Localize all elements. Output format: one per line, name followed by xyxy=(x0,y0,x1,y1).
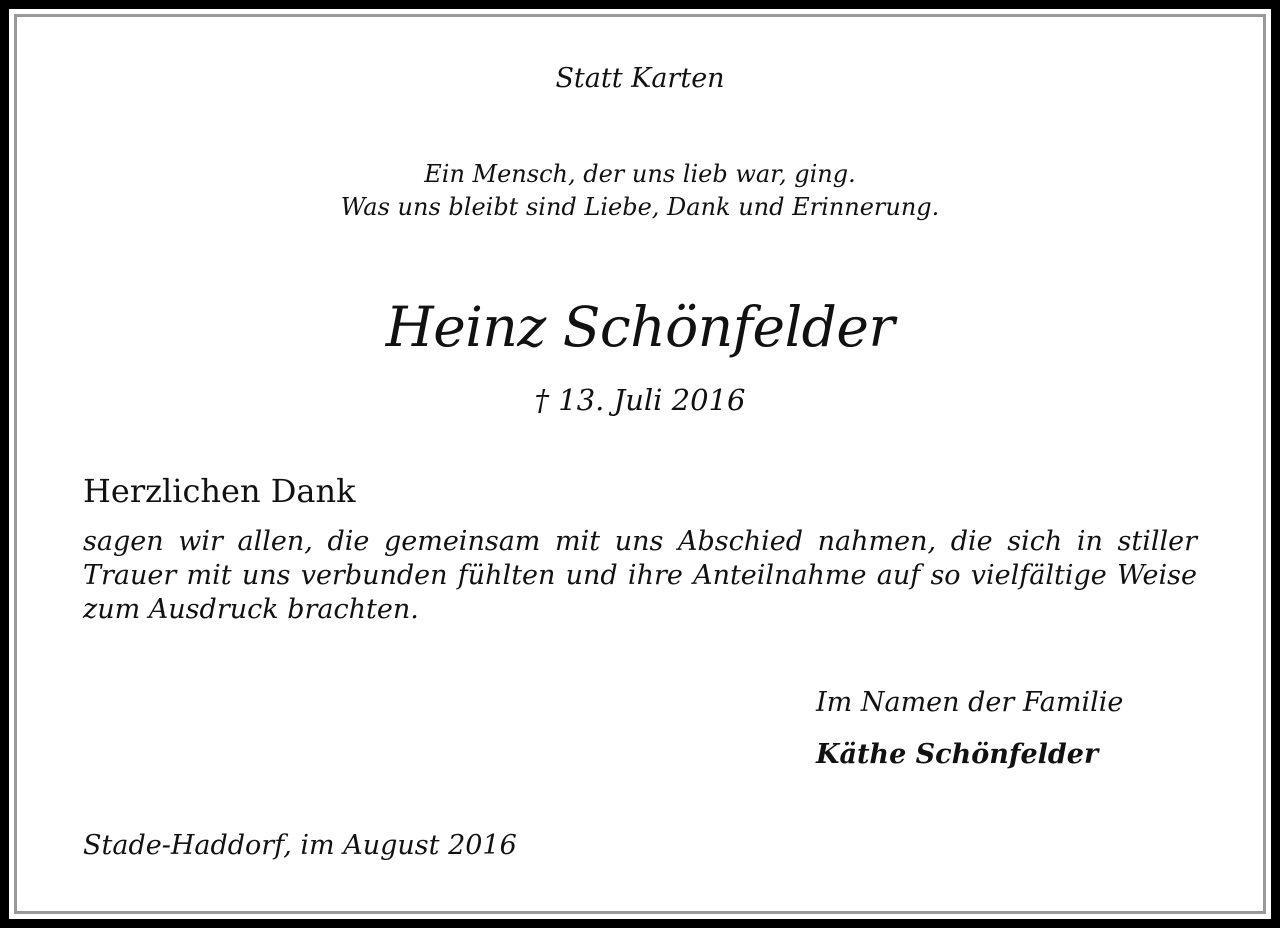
quote-line-1: Ein Mensch, der uns lieb war, ging. xyxy=(424,160,856,188)
thanks-heading: Herzlichen Dank xyxy=(83,472,356,510)
place-and-date: Stade-Haddorf, im August 2016 xyxy=(83,830,517,861)
thanks-body-text: sagen wir allen, die gemeinsam mit uns Abschied nahmen, die sich in stiller Trauer mit uns verbunden fühlten und ihre Anteilnahme auf so vielfältige Weise zum Ausdruck brachten. xyxy=(83,526,1197,625)
signature-name: Käthe Schönfelder xyxy=(816,739,1099,770)
header-statt-karten: Statt Karten xyxy=(555,63,725,94)
obituary-card xyxy=(17,17,1263,911)
death-date: † 13. Juli 2016 xyxy=(534,383,746,417)
quote-line-2: Was uns bleibt sind Liebe, Dank und Erinnerung. xyxy=(340,193,940,221)
deceased-name: Heinz Schönfelder xyxy=(385,295,895,359)
signature-intro: Im Namen der Familie xyxy=(816,687,1124,718)
